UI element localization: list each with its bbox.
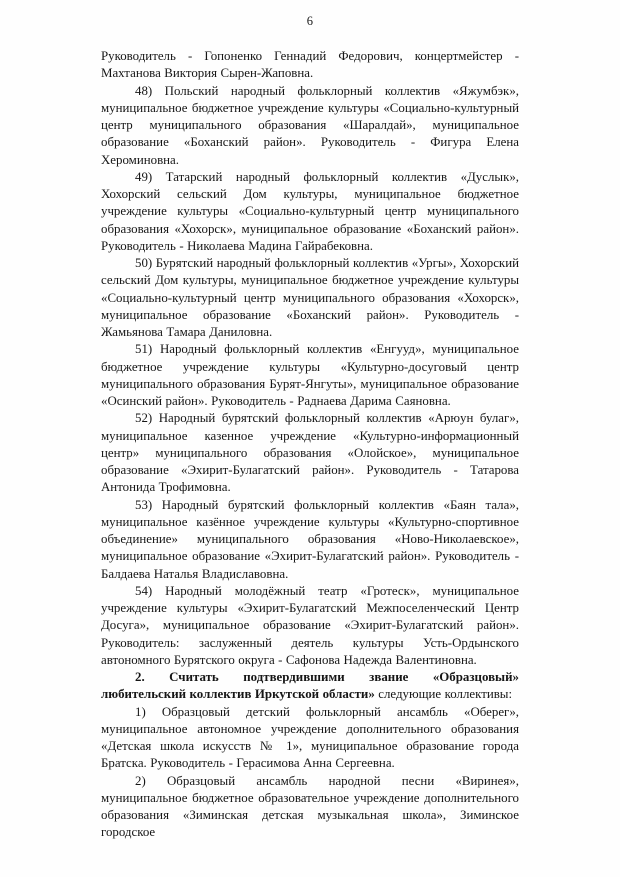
paragraph-item-52: 52) Народный бурятский фольклорный коллектив «Арюун булаг», муниципальное казенное учреждение «Культурно-информационный центр» муниципального образования «Олойское», муниципальное образование «Эхирит-Булагатский район». Руководитель - Татарова Антонида Трофимовна. bbox=[101, 411, 519, 495]
paragraph-confirm-item-1: 1) Образцовый детский фольклорный ансамбль «Оберег», муниципальное автономное учреждение дополнительного образования «Детская школа искусств № 1», муниципальное образование города Братска. Руководитель - Герасимова Анна Сергеевна. bbox=[101, 704, 519, 771]
paragraph-item-53: 53) Народный бурятский фольклорный коллектив «Баян тала», муниципальное казённое учреждение культуры «Культурно-спортивное объединение» муниципального образования «Ново-Николаевское», муниципальное образование «Эхирит-Булагатский район». Руководитель - Балдаева Наталья Владиславовна. bbox=[101, 497, 519, 581]
clause-2-tail: следующие коллективы: bbox=[374, 687, 513, 702]
page-number: 6 bbox=[306, 14, 314, 28]
paragraph-item-48: 48) Польский народный фольклорный коллектив «Яжумбэк», муниципальное бюджетное учреждение культуры «Социально-культурный центр муниципального образования «Шаралдай», муниципальное образование «Боханский район». Руководитель - Фигура Елена Хероминовна. bbox=[101, 83, 519, 167]
paragraph-continuation-47: Руководитель - Гопоненко Геннадий Федорович, концертмейстер - Махтанова Виктория Сырен-Жаповна. bbox=[101, 49, 519, 81]
paragraph-item-49: 49) Татарский народный фольклорный коллектив «Дуслык», Хохорский сельский Дом культуры, муниципальное бюджетное учреждение культуры «Социально-культурный центр муниципального образования «Хохорск», муниципальное образование «Боханский район». Руководитель - Николаева Мадина Гайрабековна. bbox=[101, 169, 519, 253]
paragraph-confirm-item-2: 2) Образцовый ансамбль народной песни «Виринея», муниципальное бюджетное образовательное учреждение дополнительного образования «Зиминская детская музыкальная школа», Зиминское городское bbox=[101, 773, 519, 840]
document-body bbox=[101, 48, 519, 842]
paragraph-clause-2 bbox=[101, 669, 519, 704]
paragraph-item-54: 54) Народный молодёжный театр «Гротеск», муниципальное учреждение культуры «Эхирит-Булагатский Межпоселенческий Центр Досуга», муниципальное образование «Эхирит-Булагатский район». Руководитель: заслуженный деятель культуры Усть-Ордынского автономного Бурятского округа - Сафонова Надежда Валентиновна. bbox=[101, 583, 519, 667]
paragraph-item-51: 51) Народный фольклорный коллектив «Енгууд», муниципальное бюджетное учреждение культуры «Культурно-досуговый центр муниципального образования Бурят-Янгуты», муниципальное образование «Осинский район». Руководитель - Раднаева Дарима Саяновна. bbox=[101, 342, 519, 408]
paragraph-item-50: 50) Бурятский народный фольклорный коллектив «Ургы», Хохорский сельский Дом культуры, муниципальное бюджетное учреждение культуры «Социально-культурный центр муниципального образования «Хохорск», муниципальное образование «Боханский район». Руководитель - Жамьянова Тамара Даниловна. bbox=[101, 256, 519, 339]
clause-2-heading: 2. Считать подтвердившими звание «Образцовый» любительский коллектив Иркутской области» bbox=[101, 670, 519, 702]
